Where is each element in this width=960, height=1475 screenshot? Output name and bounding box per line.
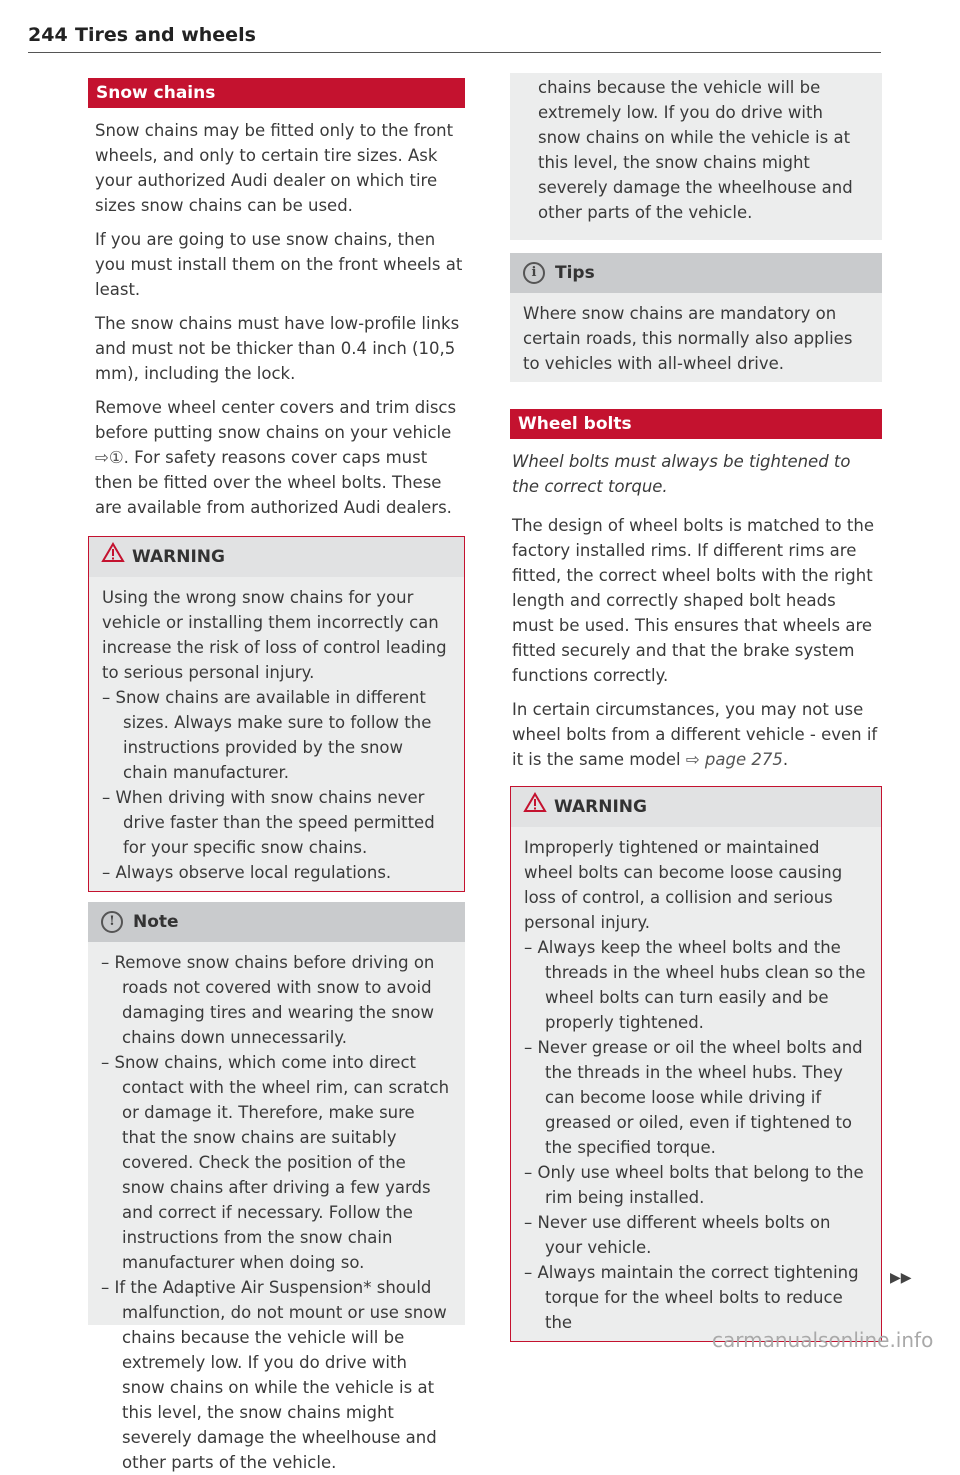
warning-box: [510, 786, 882, 1342]
warning-triangle-icon: [524, 787, 546, 827]
warning-intro: Improperly tightened or maintained wheel bolts can become loose causing loss of control, a collision and serious personal injury.: [524, 838, 843, 932]
note-exclamation-icon: !: [101, 911, 123, 933]
tips-text: Where snow chains are mandatory on certain roads, this normally also applies to vehicles with all-wheel drive.: [523, 304, 853, 373]
warning-body: [89, 577, 464, 891]
note-item: – Remove snow chains before driving on roads not covered with snow to avoid damaging tires and wearing the snow chains down unnecessarily.: [101, 953, 435, 1047]
warning-item: – When driving with snow chains never drive faster than the speed permitted for your specific snow chains.: [102, 788, 435, 857]
wheel-bolts-heading: Wheel bolts: [510, 409, 882, 439]
warning-title: WARNING: [132, 547, 225, 567]
note-continuation: [510, 73, 882, 240]
tips-box: [510, 253, 882, 382]
info-icon: i: [523, 262, 545, 284]
page-reference-link[interactable]: ⇨ page 275: [685, 750, 783, 769]
page-header: [28, 22, 881, 53]
warning-item: – Never use different wheels bolts on your vehicle.: [524, 1213, 831, 1257]
tips-body: [510, 293, 882, 382]
snow-chains-heading: Snow chains: [88, 78, 465, 108]
right-column: [510, 73, 882, 1342]
watermark: carmanualsonline.info: [712, 1328, 934, 1352]
warning-item: – Always keep the wheel bolts and the threads in the wheel hubs clean so the wheel bolts can turn easily and be properly tightened.: [524, 938, 866, 1032]
paragraph: [95, 395, 465, 520]
warning-item: – Always maintain the correct tightening torque for the wheel bolts to reduce the: [524, 1263, 859, 1332]
warning-item: – Always observe local regulations.: [102, 863, 392, 882]
warning-box: [88, 536, 465, 892]
wheel-bolts-text: [510, 449, 882, 772]
paragraph-text: . For safety reasons cover caps must then be fitted over the wheel bolts. These are available from authorized Audi dealers.: [95, 448, 452, 517]
paragraph-text: In certain circumstances, you may not use wheel bolts from a different vehicle - even if it is the same model: [512, 700, 878, 769]
tips-header: [510, 253, 882, 293]
warning-body: [511, 827, 881, 1341]
paragraph: The snow chains must have low-profile links and must not be thicker than 0.4 inch (10,5 mm), including the lock.: [95, 314, 460, 383]
warning-header: [511, 787, 881, 827]
paragraph-text: .: [782, 750, 789, 769]
warning-item: – Snow chains are available in different sizes. Always make sure to follow the instructions provided by the snow chain manufacturer.: [102, 688, 432, 782]
note-item: – If the Adaptive Air Suspension* should malfunction, do not mount or use snow chains because the vehicle will be extremely low. If you do drive with snow chains on while the vehicle is at this level, the snow chains might severely damage the wheelhouse and other parts of the vehicle.: [101, 1278, 447, 1472]
note-reference-link[interactable]: ⇨①: [95, 448, 124, 467]
warning-header: [89, 537, 464, 577]
paragraph-text: Remove wheel center covers and trim discs before putting snow chains on your vehicle: [95, 398, 457, 442]
note-item-clip: [101, 1275, 452, 1472]
warning-intro: Using the wrong snow chains for your vehicle or installing them incorrectly can increase the risk of loss of control leading to serious personal injury.: [102, 588, 447, 682]
note-item: – Snow chains, which come into direct contact with the wheel rim, can scratch or damage it. Therefore, make sure that the snow chains are suitably covered. Check the position of the snow chains after driving a few yards and correct if necessary. Follow the instructions from the snow chain manufacturer when doing so.: [101, 1053, 450, 1272]
left-column: [88, 78, 465, 1472]
paragraph: [512, 697, 882, 772]
note-header: [88, 902, 465, 942]
snow-chains-text: [88, 118, 465, 520]
note-continuation-text: chains because the vehicle will be extremely low. If you do drive with snow chains on while the vehicle is at this level, the snow chains might severely damage the wheelhouse and other parts of the vehicle.: [538, 78, 853, 222]
warning-item: – Only use wheel bolts that belong to the rim being installed.: [524, 1163, 864, 1207]
section-title: Tires and wheels: [75, 24, 256, 46]
paragraph: Snow chains may be fitted only to the front wheels, and only to certain tire sizes. Ask your authorized Audi dealer on which tire sizes snow chains can be used.: [95, 121, 454, 215]
warning-title: WARNING: [554, 797, 647, 817]
note-box: [88, 902, 465, 1472]
warning-item: – Never grease or oil the wheel bolts and the threads in the wheel hubs. They can become loose while driving if greased or oiled, even if tightened to the specified torque.: [524, 1038, 863, 1157]
wheel-bolts-intro: Wheel bolts must always be tightened to the correct torque.: [512, 452, 851, 496]
paragraph: The design of wheel bolts is matched to the factory installed rims. If different rims are fitted, the correct wheel bolts with the right length and correctly shaped bolt heads must be used. This ensures that wheels are fitted securely and that the brake system functions correctly.: [512, 516, 874, 685]
paragraph: If you are going to use snow chains, then you must install them on the front wheels at least.: [95, 230, 463, 299]
warning-triangle-icon: [102, 537, 124, 577]
note-title: Note: [133, 912, 179, 932]
tips-title: Tips: [555, 263, 595, 283]
note-body: [88, 942, 465, 1472]
continue-arrow-icon: ▶▶: [890, 1270, 912, 1286]
page-number: 244: [28, 24, 68, 46]
